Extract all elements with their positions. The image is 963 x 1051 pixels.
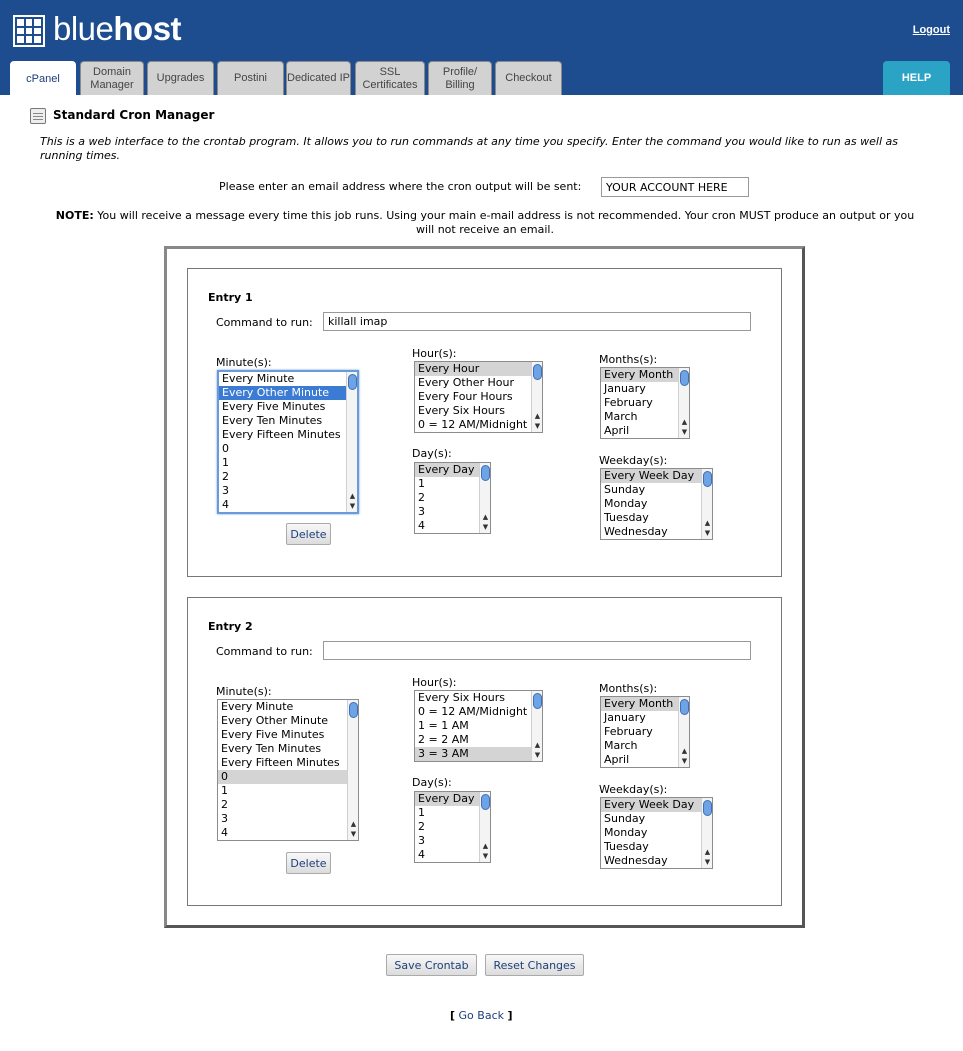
scroll-down-arrow-icon[interactable]: ▼ <box>534 751 541 759</box>
logout-link[interactable]: Logout <box>912 24 950 36</box>
weekdays-option[interactable]: Wednesday <box>604 854 668 867</box>
months-option[interactable]: January <box>604 382 646 395</box>
weekdays-option[interactable]: Every Week Day <box>601 798 712 812</box>
minutes-option[interactable]: Every Minute <box>222 372 295 385</box>
days-option[interactable]: 3 <box>418 834 425 847</box>
weekdays-listbox[interactable] <box>600 797 713 869</box>
days-option[interactable]: 4 <box>418 519 425 532</box>
hours-option[interactable]: 0 = 12 AM/Midnight <box>418 705 528 718</box>
scroll-down-arrow-icon[interactable]: ▼ <box>349 502 356 510</box>
minutes-option[interactable]: 3 <box>221 812 228 825</box>
days-option[interactable]: 1 <box>418 477 425 490</box>
hours-option[interactable]: Every Four Hours <box>418 390 513 403</box>
go-back: [ Go Back ] <box>450 1009 513 1022</box>
hours-option[interactable]: 3 = 3 AM <box>415 747 542 761</box>
scroll-up-arrow-icon[interactable]: ▲ <box>482 513 489 521</box>
months-option[interactable]: April <box>604 424 630 437</box>
weekdays-option[interactable]: Sunday <box>604 483 646 496</box>
hours-listbox[interactable] <box>414 690 543 762</box>
months-listbox[interactable] <box>600 696 690 768</box>
weekdays-label: Weekday(s): <box>599 454 668 467</box>
minutes-option[interactable]: 2 <box>222 470 229 483</box>
minutes-option[interactable]: 4 <box>221 826 228 839</box>
reset-changes-button[interactable]: Reset Changes <box>485 954 584 976</box>
days-option[interactable]: 4 <box>418 848 425 861</box>
months-label: Months(s): <box>599 353 658 366</box>
scroll-up-arrow-icon[interactable]: ▲ <box>704 519 711 527</box>
scroll-up-arrow-icon[interactable]: ▲ <box>681 747 688 755</box>
delete-button[interactable]: Delete <box>286 852 331 874</box>
scroll-up-arrow-icon[interactable]: ▲ <box>482 842 489 850</box>
scroll-up-arrow-icon[interactable]: ▲ <box>704 848 711 856</box>
command-label: Command to run: <box>216 645 313 658</box>
scroll-up-arrow-icon[interactable]: ▲ <box>349 492 356 500</box>
days-option[interactable]: 1 <box>418 806 425 819</box>
weekdays-label: Weekday(s): <box>599 783 668 796</box>
scroll-down-arrow-icon[interactable]: ▼ <box>681 757 688 765</box>
scrollbar[interactable] <box>701 469 712 539</box>
months-option[interactable]: Every Month <box>601 368 689 382</box>
days-option[interactable]: 2 <box>418 820 425 833</box>
email-input[interactable] <box>601 177 749 197</box>
weekdays-option[interactable]: Monday <box>604 497 648 510</box>
months-option[interactable]: February <box>604 725 653 738</box>
save-crontab-button[interactable]: Save Crontab <box>386 954 477 976</box>
days-label: Day(s): <box>412 447 452 460</box>
scroll-down-arrow-icon[interactable]: ▼ <box>704 858 711 866</box>
minutes-option[interactable]: 3 <box>222 484 229 497</box>
minutes-option[interactable]: Every Fifteen Minutes <box>222 428 341 441</box>
minutes-option[interactable]: Every Minute <box>221 700 294 713</box>
minutes-option[interactable]: Every Five Minutes <box>221 728 325 741</box>
minutes-option[interactable]: 4 <box>222 498 229 511</box>
logo[interactable]: bluehost <box>53 10 182 47</box>
cron-entry <box>187 597 782 906</box>
minutes-listbox[interactable] <box>217 699 359 841</box>
minutes-option[interactable]: Every Other Minute <box>219 386 357 400</box>
minutes-option[interactable]: Every Ten Minutes <box>222 414 323 427</box>
hours-option[interactable]: Every Six Hours <box>418 691 506 704</box>
command-label: Command to run: <box>216 316 313 329</box>
minutes-option[interactable]: 1 <box>221 784 228 797</box>
hours-listbox[interactable] <box>414 361 543 433</box>
scroll-up-arrow-icon[interactable]: ▲ <box>534 741 541 749</box>
tab-upgrades[interactable]: Upgrades <box>147 61 214 95</box>
scroll-thumb[interactable] <box>533 693 542 709</box>
delete-button[interactable]: Delete <box>286 523 331 545</box>
months-listbox[interactable] <box>600 367 690 439</box>
scrollbar[interactable] <box>346 372 357 512</box>
scrollbar[interactable] <box>701 798 712 868</box>
calendar-icon <box>30 108 46 124</box>
note-prefix: NOTE: <box>55 209 94 222</box>
scroll-thumb[interactable] <box>348 374 357 390</box>
scroll-thumb[interactable] <box>481 465 490 481</box>
scroll-up-arrow-icon[interactable]: ▲ <box>534 412 541 420</box>
minutes-option[interactable]: 0 <box>218 770 358 784</box>
scroll-down-arrow-icon[interactable]: ▼ <box>681 428 688 436</box>
page-title: Standard Cron Manager <box>53 108 215 122</box>
tab-domain-manager[interactable]: Domain Manager <box>80 61 144 95</box>
days-option[interactable]: 2 <box>418 491 425 504</box>
intro-text: This is a web interface to the crontab program. It allows you to run commands at any time you specify. Enter the command you would like to run as well as running times. <box>40 135 898 162</box>
months-label: Months(s): <box>599 682 658 695</box>
go-back-link[interactable]: Go Back <box>458 1009 504 1022</box>
email-label: Please enter an email address where the cron output will be sent: <box>219 180 582 193</box>
minutes-option[interactable]: Every Fifteen Minutes <box>221 756 340 769</box>
scrollbar[interactable] <box>479 792 490 862</box>
days-listbox[interactable] <box>414 462 491 534</box>
weekdays-option[interactable]: Monday <box>604 826 648 839</box>
cron-entry <box>187 268 782 577</box>
scrollbar[interactable] <box>678 697 689 767</box>
days-option[interactable]: Every Day <box>415 792 490 806</box>
tab-profile-billing[interactable]: Profile/ Billing <box>428 61 492 95</box>
note-body: You will receive a message every time this job runs. Using your main e-mail address is not recommended. Your cron MUST produce an output or you will not receive an email. <box>93 209 915 236</box>
scroll-down-arrow-icon[interactable]: ▼ <box>482 523 489 531</box>
days-option[interactable]: Every Day <box>415 463 490 477</box>
help-button[interactable]: HELP <box>883 61 950 95</box>
weekdays-option[interactable]: Wednesday <box>604 525 668 538</box>
months-option[interactable]: March <box>604 739 638 752</box>
hours-option[interactable]: Every Hour <box>415 362 542 376</box>
minutes-option[interactable]: Every Ten Minutes <box>221 742 322 755</box>
tab-cpanel[interactable]: cPanel <box>10 61 76 96</box>
tab-postini[interactable]: Postini <box>217 61 284 95</box>
scrollbar[interactable] <box>479 463 490 533</box>
scroll-down-arrow-icon[interactable]: ▼ <box>350 830 357 838</box>
scroll-thumb[interactable] <box>349 702 358 718</box>
weekdays-option[interactable]: Tuesday <box>604 511 649 524</box>
minutes-option[interactable]: Every Other Minute <box>221 714 329 727</box>
minutes-label: Minute(s): <box>216 356 272 369</box>
scroll-thumb[interactable] <box>481 794 490 810</box>
scroll-up-arrow-icon[interactable]: ▲ <box>681 418 688 426</box>
hours-option[interactable]: 2 = 2 AM <box>418 733 469 746</box>
scroll-down-arrow-icon[interactable]: ▼ <box>482 852 489 860</box>
scroll-thumb[interactable] <box>703 800 712 816</box>
tab-checkout[interactable]: Checkout <box>495 61 562 95</box>
hours-option[interactable]: 1 = 1 AM <box>418 719 469 732</box>
hours-option[interactable]: 0 = 12 AM/Midnight <box>418 418 528 431</box>
months-option[interactable]: Every Month <box>601 697 689 711</box>
hours-label: Hour(s): <box>412 676 457 689</box>
minutes-option[interactable]: Every Five Minutes <box>222 400 326 413</box>
weekdays-option[interactable]: Sunday <box>604 812 646 825</box>
scrollbar[interactable] <box>531 691 542 761</box>
note-text <box>45 209 925 237</box>
minutes-option[interactable]: 1 <box>222 456 229 469</box>
minutes-option[interactable]: 2 <box>221 798 228 811</box>
scrollbar[interactable] <box>678 368 689 438</box>
entry-title: Entry 1 <box>208 291 253 304</box>
command-input[interactable] <box>323 312 751 331</box>
hours-label: Hour(s): <box>412 347 457 360</box>
scroll-up-arrow-icon[interactable]: ▲ <box>350 820 357 828</box>
scroll-thumb[interactable] <box>533 364 542 380</box>
months-option[interactable]: February <box>604 396 653 409</box>
scrollbar[interactable] <box>347 700 358 840</box>
hours-option[interactable]: Every Other Hour <box>418 376 514 389</box>
logo-grid-icon <box>13 15 45 47</box>
scroll-thumb[interactable] <box>680 699 689 715</box>
tab-ssl-certificates[interactable]: SSL Certificates <box>355 61 425 95</box>
minutes-option[interactable]: 0 <box>222 442 229 455</box>
scrollbar[interactable] <box>531 362 542 432</box>
hours-option[interactable]: Every Six Hours <box>418 404 506 417</box>
scroll-down-arrow-icon[interactable]: ▼ <box>704 529 711 537</box>
command-input[interactable] <box>323 641 751 660</box>
tab-dedicated-ip[interactable]: Dedicated IP <box>286 61 351 95</box>
minutes-label: Minute(s): <box>216 685 272 698</box>
entry-title: Entry 2 <box>208 620 253 633</box>
weekdays-option[interactable]: Every Week Day <box>601 469 712 483</box>
weekdays-option[interactable]: Tuesday <box>604 840 649 853</box>
months-option[interactable]: April <box>604 753 630 766</box>
months-option[interactable]: January <box>604 711 646 724</box>
days-listbox[interactable] <box>414 791 491 863</box>
scroll-thumb[interactable] <box>680 370 689 386</box>
days-label: Day(s): <box>412 776 452 789</box>
header <box>0 0 963 95</box>
weekdays-listbox[interactable] <box>600 468 713 540</box>
minutes-listbox[interactable] <box>217 370 359 514</box>
days-option[interactable]: 3 <box>418 505 425 518</box>
scroll-thumb[interactable] <box>703 471 712 487</box>
months-option[interactable]: March <box>604 410 638 423</box>
scroll-down-arrow-icon[interactable]: ▼ <box>534 422 541 430</box>
